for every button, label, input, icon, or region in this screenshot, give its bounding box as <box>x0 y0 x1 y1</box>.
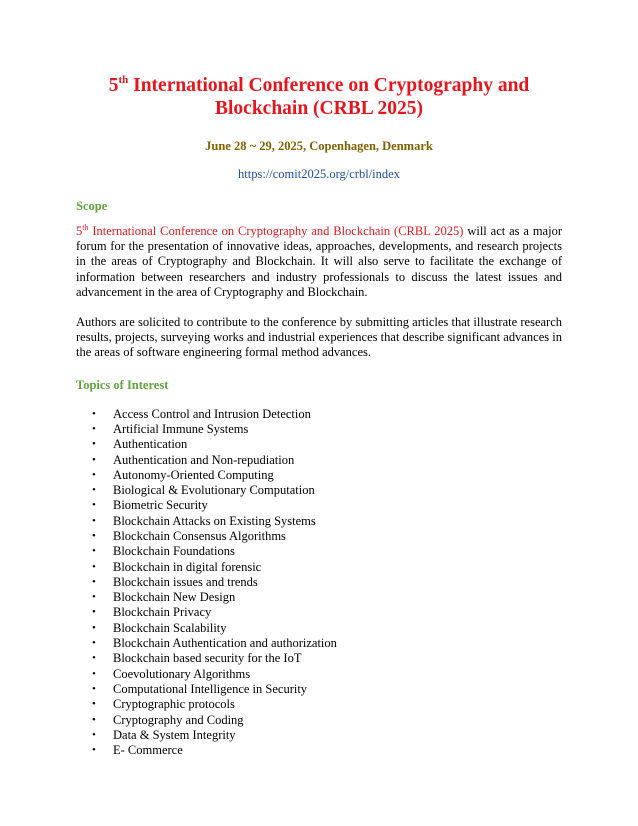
title-ordinal: 5 <box>108 75 119 96</box>
topic-list-item <box>76 590 562 605</box>
topic-label: Biological & Evolutionary Computation <box>113 483 315 498</box>
topic-label: Cryptographic protocols <box>113 697 235 712</box>
scope-paragraph-1 <box>76 224 562 300</box>
bullet-icon: • <box>92 652 96 665</box>
bullet-icon: • <box>92 545 96 558</box>
bullet-icon: • <box>92 575 96 588</box>
topic-label: Blockchain in digital forensic <box>113 559 262 574</box>
topic-label: Data & System Integrity <box>113 727 236 742</box>
topic-list-item <box>76 605 562 620</box>
scope-paragraph-2: Authors are solicited to contribute to the conference by submitting articles that illustrate research results, projects, surveying works and industrial experiences that describe significant advances in the areas of software engineering formal method advances. <box>76 315 562 360</box>
bullet-icon: • <box>92 606 96 619</box>
bullet-icon: • <box>92 560 96 573</box>
topics-list <box>76 407 562 759</box>
topic-list-item <box>76 651 562 666</box>
bullet-icon: • <box>92 468 96 481</box>
topic-list-item <box>76 713 562 728</box>
bullet-icon: • <box>92 407 96 420</box>
bullet-icon: • <box>92 621 96 634</box>
scope-conference-name-rest: International Conference on Cryptography and Blockchain (CRBL 2025) <box>88 224 464 238</box>
bullet-icon: • <box>92 422 96 435</box>
topic-list-item <box>76 544 562 559</box>
topic-list-item <box>76 636 562 651</box>
topics-heading: Topics of Interest <box>76 377 169 392</box>
bullet-icon: • <box>92 453 96 466</box>
bullet-icon: • <box>92 728 96 741</box>
topic-list-item <box>76 453 562 468</box>
topic-list-item <box>76 407 562 422</box>
scope-heading: Scope <box>76 199 108 213</box>
topic-label: Access Control and Intrusion Detection <box>113 406 311 421</box>
topic-label: Autonomy-Oriented Computing <box>113 467 274 482</box>
topic-list-item <box>76 743 562 758</box>
scope-paragraph-1-text: will act as a major forum for the presentation of innovative ideas, approaches, developments, and research projects in the areas of Cryptography and Blockchain. It will also serve to facilitate the exchange of information between researchers and industry professionals to discuss the latest issues and advancement in the area of Cryptography and Blockchain. <box>76 224 562 299</box>
scope-conference-name <box>76 224 463 238</box>
bullet-icon: • <box>92 667 96 680</box>
bullet-icon: • <box>92 682 96 695</box>
topic-label: Authentication and Non-repudiation <box>113 452 295 467</box>
topic-label: Biometric Security <box>113 498 208 513</box>
topic-list-item <box>76 697 562 712</box>
topic-label: Cryptography and Coding <box>113 712 244 727</box>
title-line1: International Conference on Cryptography and <box>128 75 530 96</box>
topic-label: Authentication <box>113 437 188 452</box>
topic-list-item <box>76 621 562 636</box>
topic-list-item <box>76 529 562 544</box>
topic-label: Coevolutionary Algorithms <box>113 666 251 681</box>
topic-list-item <box>76 514 562 529</box>
topic-list-item <box>76 422 562 437</box>
topic-label: Blockchain Attacks on Existing Systems <box>113 513 316 528</box>
topic-list-item <box>76 560 562 575</box>
conference-title <box>76 74 562 120</box>
topic-list-item <box>76 483 562 498</box>
bullet-icon: • <box>92 530 96 542</box>
scope-ordinal-suffix: th <box>82 223 89 232</box>
topic-label: Blockchain Scalability <box>113 620 227 635</box>
bullet-icon: • <box>92 744 96 757</box>
title-ordinal-suffix: th <box>118 74 129 86</box>
topic-label: Computational Intelligence in Security <box>113 681 308 696</box>
topic-label: Blockchain issues and trends <box>113 574 258 589</box>
title-line2: Blockchain (CRBL 2025) <box>214 98 424 119</box>
bullet-icon: • <box>92 637 96 650</box>
topic-label: Blockchain Consensus Algorithms <box>113 529 286 543</box>
date-location: June 28 ~ 29, 2025, Copenhagen, Denmark <box>205 139 433 153</box>
topic-label: Blockchain Foundations <box>113 544 235 559</box>
scope-ordinal: 5 <box>76 224 83 238</box>
bullet-icon: • <box>92 484 96 497</box>
conference-url-link[interactable]: https://comit2025.org/crbl/index <box>238 167 400 181</box>
topic-list-item <box>76 468 562 483</box>
topic-label: Blockchain New Design <box>113 590 236 605</box>
bullet-icon: • <box>92 438 96 451</box>
topic-label: E- Commerce <box>113 743 183 758</box>
topic-label: Blockchain Privacy <box>113 605 212 620</box>
bullet-icon: • <box>92 499 96 512</box>
topic-label: Artificial Immune Systems <box>113 421 249 436</box>
topic-list-item <box>76 682 562 697</box>
topic-label: Blockchain Authentication and authorization <box>113 636 337 651</box>
topic-list-item <box>76 575 562 590</box>
topic-list-item <box>76 728 562 743</box>
bullet-icon: • <box>92 713 96 726</box>
bullet-icon: • <box>92 698 96 711</box>
topic-list-item <box>76 437 562 452</box>
topic-list-item <box>76 667 562 682</box>
bullet-icon: • <box>92 591 96 604</box>
topic-label: Blockchain based security for the IoT <box>113 651 302 666</box>
bullet-icon: • <box>92 514 96 527</box>
topic-list-item <box>76 498 562 513</box>
